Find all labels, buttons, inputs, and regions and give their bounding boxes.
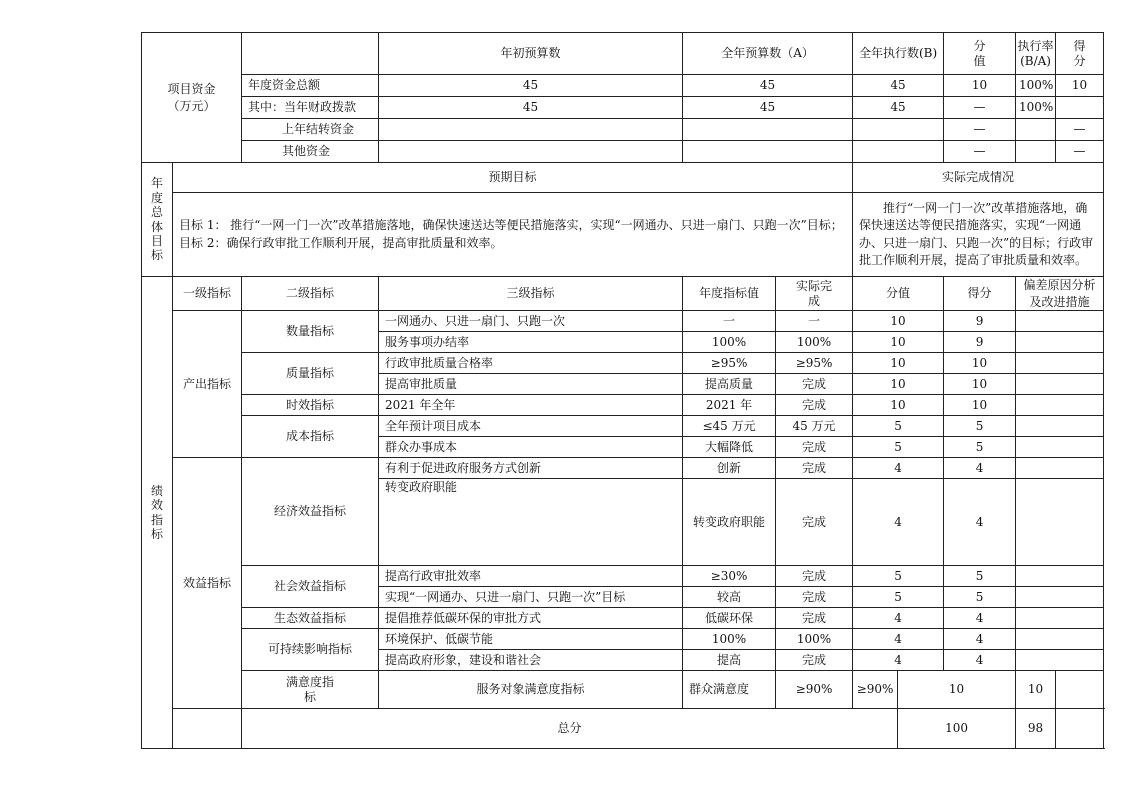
actual-completion-header: 实际完成情况 — [853, 163, 1104, 193]
funding-executed: 45 — [853, 75, 944, 97]
indicator-actual: 完成 — [776, 566, 853, 587]
indicator-item: 服务事项办结率 — [379, 332, 683, 353]
funding-row-label: 其他资金 — [242, 141, 379, 163]
indicator-score: 4 — [944, 608, 1016, 629]
level3-header: 三级指标 — [379, 277, 683, 311]
funding-annual: 45 — [683, 97, 853, 119]
funding-weight: — — [944, 141, 1016, 163]
indicator-item: 全年预计项目成本 — [379, 416, 683, 437]
initial-budget-header: 年初预算数 — [379, 33, 683, 75]
indicator-row — [142, 416, 1104, 437]
indicator-target: ≥30% — [683, 566, 776, 587]
indicator-weight: 4 — [853, 479, 944, 566]
annual-budget-header: 全年预算数（A） — [683, 33, 853, 75]
total-deviation — [1056, 709, 1104, 749]
indicator-deviation — [1016, 479, 1104, 566]
level1-header: 一级指标 — [173, 277, 242, 311]
indicator-score: 5 — [944, 587, 1016, 608]
indicator-weight: 5 — [853, 587, 944, 608]
indicator-weight: 10 — [898, 671, 1016, 709]
indicator-target: 100% — [683, 629, 776, 650]
funding-row-label: 上年结转资金 — [242, 119, 379, 141]
indicator-deviation — [1016, 650, 1104, 671]
indicator-item: 提倡推荐低碳环保的审批方式 — [379, 608, 683, 629]
funding-score: 10 — [1056, 75, 1104, 97]
funding-rate — [1016, 141, 1056, 163]
funding-initial: 45 — [379, 97, 683, 119]
indicator-target: 100% — [683, 332, 776, 353]
indicator-actual: 完成 — [776, 587, 853, 608]
indicator-weight: 4 — [853, 650, 944, 671]
indicator-target: 2021 年 — [683, 395, 776, 416]
indicator-score: 4 — [944, 629, 1016, 650]
indicator-target: 较高 — [683, 587, 776, 608]
funding-rate — [1016, 119, 1056, 141]
total-weight: 100 — [898, 709, 1016, 749]
indicator-actual: 100% — [776, 332, 853, 353]
score-header: 得分 — [944, 277, 1016, 311]
execution-rate-header: 执行率 (B/A) — [1016, 33, 1056, 75]
indicator-actual: 完成 — [776, 608, 853, 629]
indicator-target: 提高质量 — [683, 374, 776, 395]
indicator-actual: 一 — [776, 311, 853, 332]
weight-header: 分值 — [853, 277, 944, 311]
output-indicators-label: 产出指标 — [173, 311, 242, 458]
indicator-score: 10 — [944, 353, 1016, 374]
indicator-actual: 100% — [776, 629, 853, 650]
funding-row — [142, 97, 1104, 119]
funding-executed — [853, 119, 944, 141]
benefit-indicators-label: 效益指标 — [173, 458, 242, 709]
indicator-row — [142, 671, 1104, 709]
indicator-weight: 10 — [853, 395, 944, 416]
indicator-row — [142, 608, 1104, 629]
expected-goals-header: 预期目标 — [173, 163, 853, 193]
indicator-weight: 5 — [853, 416, 944, 437]
deviation-header: 偏差原因分析及改进措施 — [1016, 277, 1104, 311]
indicator-item: 实现“一网通办、只进一扇门、只跑一次”目标 — [379, 587, 683, 608]
indicator-weight: 10 — [853, 374, 944, 395]
indicator-score: 5 — [944, 437, 1016, 458]
indicator-weight: 10 — [853, 311, 944, 332]
indicator-target: ≤45 万元 — [683, 416, 776, 437]
indicator-row — [142, 353, 1104, 374]
indicator-row — [142, 395, 1104, 416]
indicator-actual: 完成 — [776, 374, 853, 395]
timeliness-indicator-label: 时效指标 — [242, 395, 379, 416]
satisfaction-indicators-label: 满意度指 标 — [242, 671, 379, 709]
funding-header-row — [142, 33, 1104, 75]
social-indicator-label: 社会效益指标 — [242, 566, 379, 608]
score-header: 得 分 — [1056, 33, 1104, 75]
indicator-target: ≥90% — [776, 671, 853, 709]
indicator-target: 转变政府职能 — [683, 479, 776, 566]
indicator-score: 10 — [1016, 671, 1056, 709]
indicator-target: 创新 — [683, 458, 776, 479]
indicator-item: 提高审批质量 — [379, 374, 683, 395]
funding-weight: 10 — [944, 75, 1016, 97]
actual-completion-text: 推行“一网一门一次”改革措施落地，确保快速送达等便民措施落实，实现“一网通办、只进一扇门、只跑一次”的目标；行政审批工作顺利开展，提高了审批质量和效率。 — [853, 193, 1104, 277]
economic-indicator-label: 经济效益指标 — [242, 458, 379, 566]
indicator-item: 一网通办、只进一扇门、只跑一次 — [379, 311, 683, 332]
indicator-weight: 10 — [853, 332, 944, 353]
indicator-item: 2021 年全年 — [379, 395, 683, 416]
indicator-deviation — [1016, 374, 1104, 395]
funding-score: — — [1056, 119, 1104, 141]
funding-executed: 45 — [853, 97, 944, 119]
indicator-actual: 完成 — [776, 437, 853, 458]
indicator-actual: ≥90% — [853, 671, 898, 709]
total-score: 98 — [1016, 709, 1056, 749]
annual-execution-header: 全年执行数(B) — [853, 33, 944, 75]
funding-score — [1056, 97, 1104, 119]
funding-row-label: 年度资金总额 — [242, 75, 379, 97]
indicator-target: ≥95% — [683, 353, 776, 374]
indicator-item: 群众办事成本 — [379, 437, 683, 458]
indicator-deviation — [1016, 395, 1104, 416]
indicator-target: 一 — [683, 311, 776, 332]
indicators-side-label: 绩 效 指 标 — [142, 277, 173, 749]
indicator-score: 9 — [944, 311, 1016, 332]
indicator-item: 群众满意度 — [683, 671, 776, 709]
indicator-item: 提高政府形象，建设和谐社会 — [379, 650, 683, 671]
indicator-deviation — [1016, 437, 1104, 458]
ecological-indicator-label: 生态效益指标 — [242, 608, 379, 629]
indicator-score: 10 — [944, 374, 1016, 395]
goal-1: 目标 1： 推行“一网一门一次”改革措施落地，确保快速送达等便民措施落实，实现“一网通办、只进一扇门、只跑一次”目标； — [179, 218, 843, 233]
indicator-item: 转变政府职能 — [379, 479, 683, 566]
quantity-indicator-label: 数量指标 — [242, 311, 379, 353]
indicator-actual: 完成 — [776, 458, 853, 479]
quality-indicator-label: 质量指标 — [242, 353, 379, 395]
funding-annual — [683, 141, 853, 163]
indicator-target: 大幅降低 — [683, 437, 776, 458]
indicators-header-row — [142, 277, 1104, 311]
indicator-actual: ≥95% — [776, 353, 853, 374]
indicator-item: 行政审批质量合格率 — [379, 353, 683, 374]
funding-header-blank — [242, 33, 379, 75]
cost-indicator-label: 成本指标 — [242, 416, 379, 458]
funding-annual: 45 — [683, 75, 853, 97]
funding-row-label: 其中：当年财政拨款 — [242, 97, 379, 119]
funding-row — [142, 141, 1104, 163]
funding-row — [142, 119, 1104, 141]
indicator-actual: 完成 — [776, 650, 853, 671]
funding-weight: — — [944, 97, 1016, 119]
service-satisfaction-indicator-label: 服务对象满意度指标 — [379, 671, 683, 709]
indicator-deviation — [1016, 458, 1104, 479]
indicator-row — [142, 311, 1104, 332]
indicator-weight: 4 — [853, 629, 944, 650]
indicator-score: 4 — [944, 479, 1016, 566]
goals-header-row — [142, 163, 1104, 193]
funding-row — [142, 75, 1104, 97]
indicator-weight: 4 — [853, 608, 944, 629]
funding-initial — [379, 119, 683, 141]
total-row — [142, 709, 1104, 749]
level2-header: 二级指标 — [242, 277, 379, 311]
indicator-row — [142, 566, 1104, 587]
indicator-weight: 10 — [853, 353, 944, 374]
funding-rate: 100% — [1016, 97, 1056, 119]
expected-goals-text — [173, 193, 853, 277]
indicator-score: 9 — [944, 332, 1016, 353]
indicator-weight: 5 — [853, 566, 944, 587]
indicator-deviation — [1016, 566, 1104, 587]
funding-annual — [683, 119, 853, 141]
indicator-target: 低碳环保 — [683, 608, 776, 629]
indicator-actual: 完成 — [776, 395, 853, 416]
funding-executed — [853, 141, 944, 163]
indicator-deviation — [1016, 587, 1104, 608]
indicator-row — [142, 458, 1104, 479]
indicator-score: 4 — [944, 458, 1016, 479]
funding-weight: — — [944, 119, 1016, 141]
performance-evaluation-table — [141, 32, 1104, 749]
indicator-score: 10 — [944, 395, 1016, 416]
indicator-deviation — [1016, 311, 1104, 332]
funding-score: — — [1056, 141, 1104, 163]
indicator-item: 提高行政审批效率 — [379, 566, 683, 587]
sustainable-indicator-label: 可持续影响指标 — [242, 629, 379, 671]
indicator-target: 提高 — [683, 650, 776, 671]
funding-initial: 45 — [379, 75, 683, 97]
indicator-row — [142, 629, 1104, 650]
weight-header: 分 值 — [944, 33, 1016, 75]
indicator-deviation — [1016, 608, 1104, 629]
indicator-actual: 45 万元 — [776, 416, 853, 437]
indicator-score: 5 — [944, 566, 1016, 587]
indicator-score: 4 — [944, 650, 1016, 671]
indicator-item: 环境保护、低碳节能 — [379, 629, 683, 650]
indicator-deviation — [1016, 416, 1104, 437]
indicator-score: 5 — [944, 416, 1016, 437]
indicator-weight: 4 — [853, 458, 944, 479]
indicator-actual: 完成 — [776, 479, 853, 566]
indicator-deviation — [1016, 353, 1104, 374]
total-blank — [173, 709, 242, 749]
funding-initial — [379, 141, 683, 163]
goals-side-label: 年 度 总 体 目 标 — [142, 163, 173, 277]
indicator-deviation — [1016, 629, 1104, 650]
goal-2: 目标 2：确保行政审批工作顺利开展，提高审批质量和效率。 — [179, 235, 503, 250]
funding-section-label: 项目资金 （万元） — [142, 33, 242, 163]
indicator-weight: 5 — [853, 437, 944, 458]
indicator-deviation — [1056, 671, 1104, 709]
total-label: 总分 — [242, 709, 898, 749]
target-header: 年度指标值 — [683, 277, 776, 311]
funding-rate: 100% — [1016, 75, 1056, 97]
actual-header: 实际完 成 — [776, 277, 853, 311]
indicator-item: 有利于促进政府服务方式创新 — [379, 458, 683, 479]
goals-content-row — [142, 193, 1104, 277]
indicator-deviation — [1016, 332, 1104, 353]
